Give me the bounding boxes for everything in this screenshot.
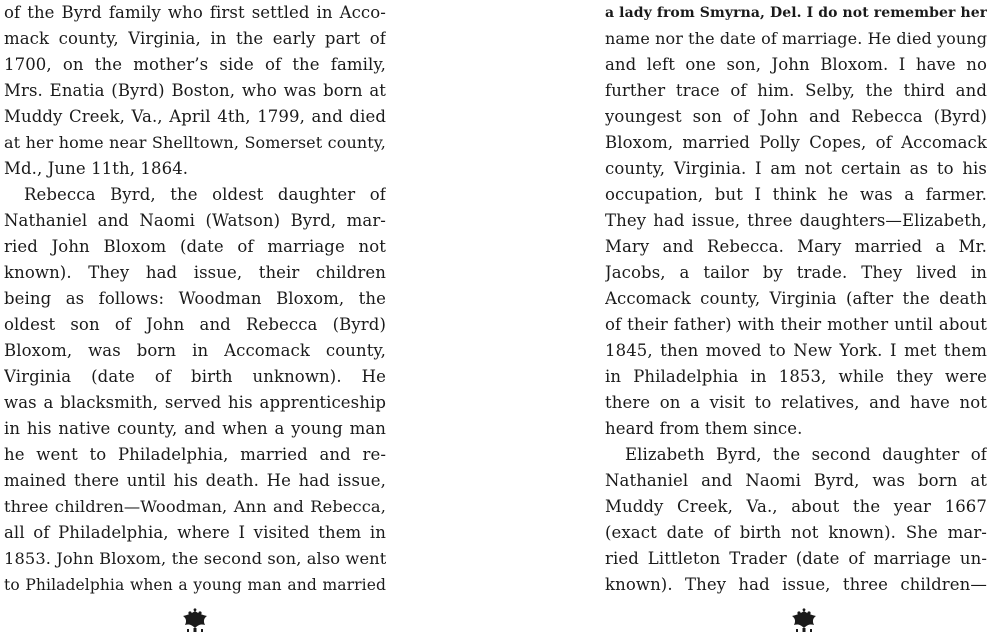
text-line: he went to Philadelphia, married and re- (4, 445, 386, 464)
text-line: of their father) with their mother until about (605, 315, 987, 334)
text-line: oldest son of John and Rebecca (Byrd) (4, 315, 386, 334)
text-line: three children—Woodman, Ann and Rebecca, (4, 497, 386, 516)
text-line: in his native county, and when a young man (4, 419, 386, 438)
text-line: 1853. John Bloxom, the second son, also went (4, 549, 386, 568)
text-line: They had issue, three daughters—Elizabeth, (605, 211, 987, 230)
text-line: Muddy Creek, Va., April 4th, 1799, and died (4, 107, 386, 126)
text-line: there on a visit to relatives, and have not (605, 393, 987, 412)
text-line: county, Virginia. I am not certain as to his (605, 159, 987, 178)
text-line: Nathaniel and Naomi (Watson) Byrd, mar- (4, 211, 386, 230)
text-line: Mary and Rebecca. Mary married a Mr. (605, 237, 987, 256)
text-line: (exact date of birth not known). She mar- (605, 523, 987, 542)
text-line: at her home near Shelltown, Somerset county, (4, 133, 386, 152)
text-line: Mrs. Enatia (Byrd) Boston, who was born at (4, 81, 386, 100)
right-text-column (605, 0, 987, 598)
text-line: was a blacksmith, served his apprenticeship (4, 393, 386, 412)
text-line: mained there until his death. He had issue, (4, 471, 386, 490)
text-line: Accomack county, Virginia (after the death (605, 289, 987, 308)
text-line: Nathaniel and Naomi Byrd, was born at (605, 471, 987, 490)
printer-ornament-icon (787, 608, 821, 632)
text-line: heard from them since. (605, 419, 803, 438)
text-line: Bloxom, married Polly Copes, of Accomack (605, 133, 987, 152)
text-line: of the Byrd family who first settled in Acco- (4, 3, 386, 22)
text-line: in Philadelphia in 1853, while they were (605, 367, 987, 386)
text-line: Bloxom, was born in Accomack county, (4, 341, 386, 360)
text-line: a lady from Smyrna, Del. I do not remember her (605, 5, 987, 21)
text-line: all of Philadelphia, where I visited them in (4, 523, 386, 542)
text-line: youngest son of John and Rebecca (Byrd) (605, 107, 987, 126)
printer-ornament-icon (178, 608, 212, 632)
text-line: 1845, then moved to New York. I met them (605, 341, 987, 360)
text-line: Md., June 11th, 1864. (4, 159, 189, 178)
text-line: to Philadelphia when a young man and married (4, 576, 386, 594)
text-line: known). They had issue, three children— (605, 575, 987, 594)
paragraph-start-line: Elizabeth Byrd, the second daughter of (625, 445, 987, 464)
text-line: known). They had issue, their children (4, 263, 386, 282)
text-line: Muddy Creek, Va., about the year 1667 (605, 497, 987, 516)
text-line: Virginia (date of birth unknown). He (4, 367, 386, 386)
text-line: name nor the date of marriage. He died young (605, 29, 987, 48)
text-line: Jacobs, a tailor by trade. They lived in (605, 263, 987, 282)
paragraph-start-line: Rebecca Byrd, the oldest daughter of (24, 185, 386, 204)
text-line: further trace of him. Selby, the third and (605, 81, 987, 100)
text-line: and left one son, John Bloxom. I have no (605, 55, 987, 74)
text-line: 1700, on the mother’s side of the family, (4, 55, 386, 74)
text-line: being as follows: Woodman Bloxom, the (4, 289, 386, 308)
left-text-column (4, 0, 386, 598)
text-line: occupation, but I think he was a farmer. (605, 185, 987, 204)
text-line: ried John Bloxom (date of marriage not (4, 237, 386, 256)
text-line: ried Littleton Trader (date of marriage un- (605, 549, 987, 568)
text-line: mack county, Virginia, in the early part of (4, 29, 386, 48)
